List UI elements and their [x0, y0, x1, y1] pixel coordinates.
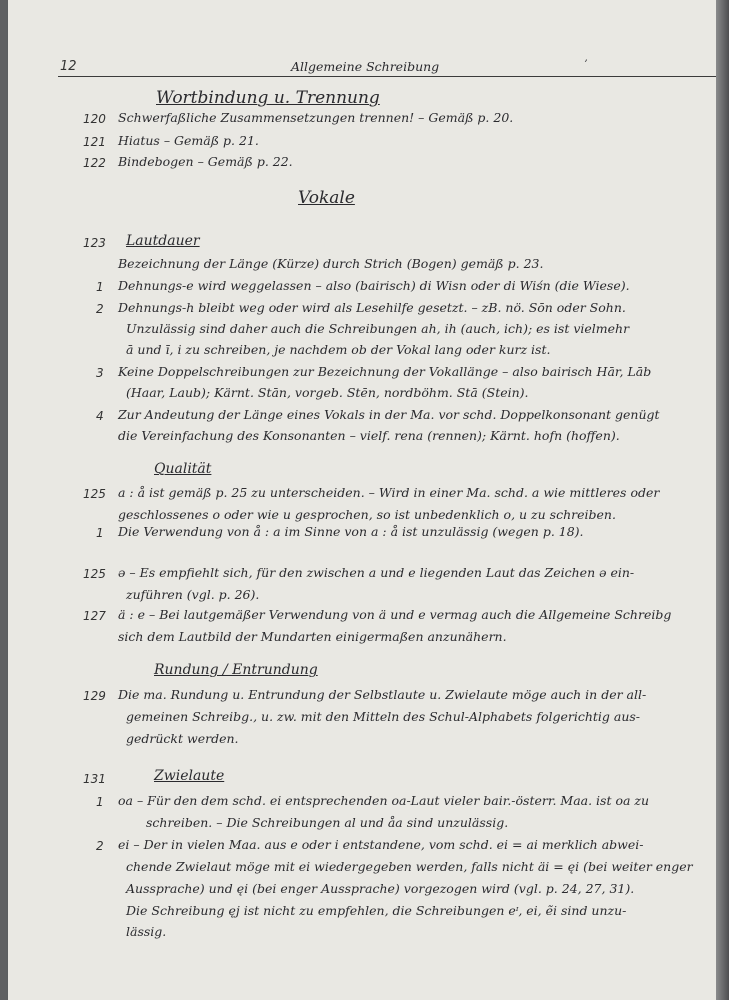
header-rule [58, 76, 718, 77]
item-number: 120 [83, 112, 106, 126]
text-line: Hiatus – Gemäß p. 21. [118, 133, 259, 148]
item-number: 4 [96, 409, 104, 423]
text-line: Die Schreibung ęj ist nicht zu empfehlen, die Schreibungen eᶦ, ei, ẽi sind unzu- [126, 903, 627, 918]
text-line: Dehnungs-e wird weggelassen – also (bairisch) di Wisn oder di Wiśn (die Wiese). [118, 278, 630, 293]
item-number: 1 [96, 795, 104, 809]
text-line: zuführen (vgl. p. 26). [126, 587, 260, 602]
text-line: ä : e – Bei lautgemäßer Verwendung von ä und e vermag auch die Allgemeine Schreibg [118, 607, 672, 622]
item-number: 129 [83, 689, 106, 703]
item-number: 2 [96, 839, 104, 853]
item-number: 3 [96, 366, 104, 380]
text-line: Keine Doppelschreibungen zur Bezeichnung der Vokallänge – also bairisch Hār, Lāb [118, 364, 652, 379]
text-line: lässig. [126, 924, 167, 939]
text-line: Schwerfaßliche Zusammensetzungen trennen! – Gemäß p. 20. [118, 110, 514, 125]
subsection-heading-lautdauer: Lautdauer [126, 233, 200, 249]
text-line: sich dem Lautbild der Mundarten einigermaßen anzunähern. [118, 629, 507, 644]
text-line: ei – Der in vielen Maa. aus e oder i entstandene, vom schd. ei = ai merklich abwei- [118, 837, 644, 852]
item-number: 2 [96, 302, 104, 316]
item-number: 131 [83, 772, 106, 786]
text-line: Dehnungs-h bleibt weg oder wird als Lesehilfe gesetzt. – zB. nö. Sōn oder Sohn. [118, 300, 626, 315]
item-number: 125 [83, 487, 106, 501]
item-number: 123 [83, 236, 106, 250]
section-heading-wortbindung: Wortbindung u. Trennung [156, 88, 380, 108]
text-line: Zur Andeutung der Länge eines Vokals in der Ma. vor schd. Doppelkonsonant genügt [118, 407, 660, 422]
subsection-heading-zwielaute: Zwielaute [154, 768, 225, 784]
text-line: ā und ī, i zu schreiben, je nachdem ob der Vokal lang oder kurz ist. [126, 342, 551, 357]
text-line: Die ma. Rundung u. Entrundung der Selbstlaute u. Zwielaute möge auch in der all- [118, 687, 647, 702]
text-line: gemeinen Schreibg., u. zw. mit den Mitteln des Schul-Alphabets folgerichtig aus- [126, 709, 641, 724]
text-line: Bindebogen – Gemäß p. 22. [118, 154, 293, 169]
text-line: schreiben. – Die Schreibungen al und åa sind unzulässig. [146, 815, 509, 830]
item-number: 121 [83, 135, 106, 149]
text-line: Aussprache) und ęi (bei enger Aussprache) vorgezogen wird (vgl. p. 24, 27, 31). [126, 881, 635, 896]
item-number: 1 [96, 526, 104, 540]
item-number: 125 [83, 567, 106, 581]
text-line: a : å ist gemäß p. 25 zu unterscheiden. – Wird in einer Ma. schd. a wie mittleres oder [118, 485, 660, 500]
subsection-heading-qualitaet: Qualität [154, 461, 212, 477]
item-number: 127 [83, 609, 106, 623]
binding-edge [716, 0, 729, 1000]
header-mark: ʼ [584, 59, 588, 70]
text-line: gedrückt werden. [126, 731, 239, 746]
text-line: Bezeichnung der Länge (Kürze) durch Strich (Bogen) gemäß p. 23. [118, 256, 544, 271]
section-heading-vokale: Vokale [298, 188, 355, 208]
text-line: ə – Es empfiehlt sich, für den zwischen a und e liegenden Laut das Zeichen ə ein- [118, 565, 635, 580]
subsection-heading-rundung: Rundung / Entrundung [154, 662, 318, 678]
text-line: Unzulässig sind daher auch die Schreibungen ah, ih (auch, ich); es ist vielmehr [126, 321, 630, 336]
document-page [8, 0, 716, 1000]
page-number: 12 [60, 59, 77, 74]
text-line: oa – Für den dem schd. ei entsprechenden oa-Laut vieler bair.-österr. Maa. ist oa zu [118, 793, 650, 808]
text-line: geschlossenes o oder wie u gesprochen, so ist unbedenklich o, u zu schreiben. [118, 507, 616, 522]
item-number: 122 [83, 156, 106, 170]
text-line: (Haar, Laub); Kärnt. Stān, vorgeb. Stēn, nordböhm. Stā (Stein). [126, 385, 529, 400]
text-line: die Vereinfachung des Konsonanten – vielf. rena (rennen); Kärnt. hofn (hoffen). [118, 428, 620, 443]
running-header: Allgemeine Schreibung [291, 59, 440, 74]
text-line: Die Verwendung von å : a im Sinne von a : å ist unzulässig (wegen p. 18). [118, 524, 584, 539]
text-line: chende Zwielaut möge mit ei wiedergegeben werden, falls nicht äi = ęi (bei weiter enger [126, 859, 693, 874]
item-number: 1 [96, 280, 104, 294]
